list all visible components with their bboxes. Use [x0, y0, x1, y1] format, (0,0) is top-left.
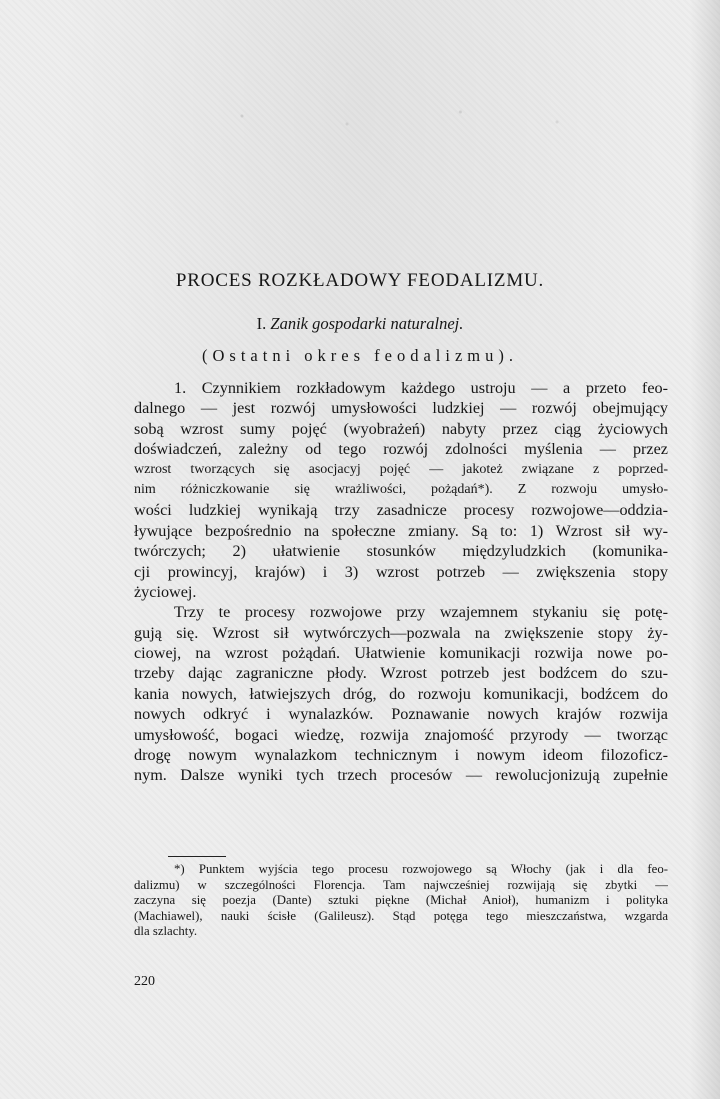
footnote: [134, 862, 668, 940]
section-title: Zanik gospodarki naturalnej.: [270, 314, 464, 333]
footnote-line: dla szlachty.: [134, 924, 198, 939]
body-line: 1. Czynnikiem rozkładowym każdego ustroju — a przeto feo-: [174, 379, 668, 397]
body-line: gują się. Wzrost sił wytwórczych—pozwala na zwiększenie stopy ży-: [134, 623, 668, 642]
period-heading: (Ostatni okres feodalizmu).: [202, 346, 518, 365]
body-line: drogę nowym wynalazkom technicznym i nowym ideom filozoficz-: [134, 746, 668, 765]
footnote-line: dalizmu) w szczególności Florencja. Tam najwcześniej rozwijają się zbytki —: [134, 877, 668, 892]
body-line: dalnego — jest rozwój umysłowości ludzkiej — rozwój obejmujący: [134, 399, 668, 418]
body-line: kania nowych, łatwiejszych dróg, do rozwoju komunikacji, bodźcem do: [134, 684, 668, 703]
chapter-title: PROCES ROZKŁADOWY FEODALIZMU.: [175, 270, 545, 291]
body-line: życiowej.: [134, 582, 197, 601]
body-line: Trzy te procesy rozwojowe przy wzajemnem stykaniu się potę-: [174, 603, 668, 622]
body-line: nim różniczkowanie się wrażliwości, pożądań*). Z rozwoju umysło-: [134, 481, 668, 497]
scan-specks: [200, 100, 620, 140]
footnote-line: (Machiawel), nauki ścisłe (Galileusz). Stąd potęga tego mieszczaństwa, wzgarda: [134, 908, 668, 923]
body-line: doświadczeń, zależny od tego rozwój zdolności myślenia — przez: [134, 440, 668, 459]
body-line: wzrost tworzących się asocjacyj pojęć — jakoteż związane z poprzed-: [134, 461, 668, 477]
page-number: 220: [134, 974, 155, 989]
section-number: I.: [256, 314, 267, 333]
section-heading: [0, 314, 720, 334]
body-line: nym. Dalsze wyniki tych trzech procesów — rewolucjonizują zupełnie: [134, 766, 668, 785]
body-paragraphs: [134, 378, 668, 786]
body-line: trzeby dając zagraniczne płody. Wzrost potrzeb jest bodźcem do szu-: [134, 664, 668, 683]
body-line: nowych odkryć i wynalazków. Poznawanie nowych krajów rozwija: [134, 705, 668, 724]
body-line: ciowej, na wzrost pożądań. Ułatwienie komunikacji rozwija nowe po-: [134, 644, 668, 663]
body-line: ływujące bezpośrednio na społeczne zmiany. Są to: 1) Wzrost sił wy-: [134, 521, 668, 540]
body-line: umysłowość, bogaci wiedzę, rozwija znajomość przyrody — tworząc: [134, 725, 668, 744]
footnote-line: zaczyna się poezja (Dante) sztuki piękne (Michał Anioł), humanizm i polityka: [134, 893, 668, 908]
body-line: sobą wzrost sumy pojęć (wyobrażeń) nabyty przez ciąg życiowych: [134, 419, 668, 438]
page-edge-shadow: [690, 0, 720, 1099]
body-line: cji prowincyj, krajów) i 3) wzrost potrzeb — zwiększenia stopy: [134, 562, 668, 581]
body-line: twórczych; 2) ułatwienie stosunków międzyludzkich (komunika-: [134, 542, 668, 561]
footnote-divider: [168, 856, 226, 857]
footnote-line: *) Punktem wyjścia tego procesu rozwojowego są Włochy (jak i dla feo-: [174, 862, 668, 876]
body-line: wości ludzkiej wynikają trzy zasadnicze procesy rozwojowe—oddzia-: [134, 501, 668, 520]
